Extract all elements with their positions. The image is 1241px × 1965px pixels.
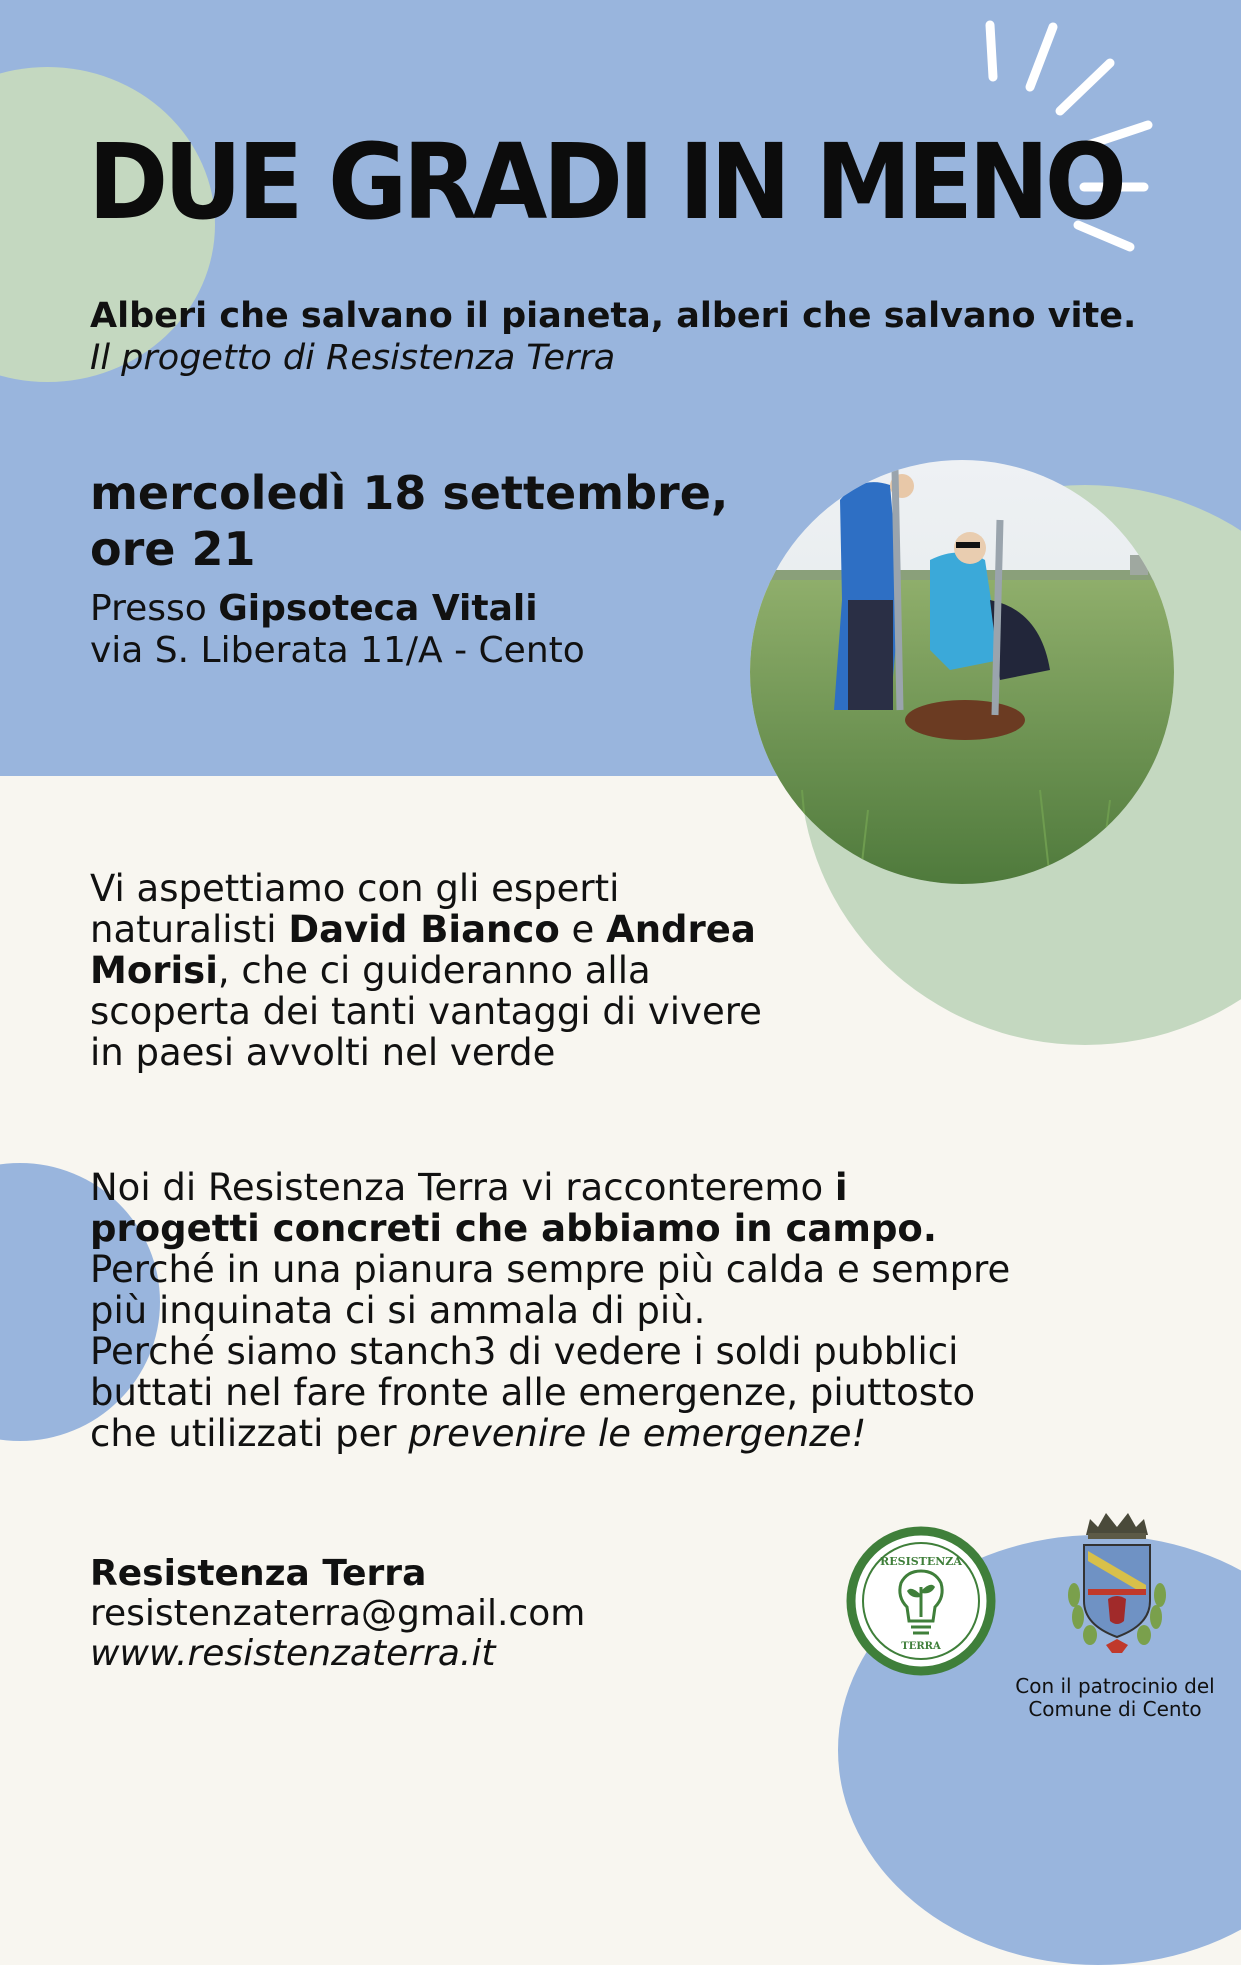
- projects-bold: progetti concreti che abbiamo in campo.: [90, 1207, 937, 1250]
- projects-paragraph: [90, 1167, 1010, 1454]
- patronage-line: Con il patrocinio del: [1015, 1674, 1215, 1698]
- tree-planting-photo: [750, 460, 1174, 884]
- comune-di-cento-crest: [1056, 1505, 1178, 1665]
- projects-line: più inquinata ci si ammala di più.: [90, 1289, 706, 1332]
- projects-line: [90, 1208, 1010, 1249]
- projects-line: buttati nel fare fronte alle emergenze, piuttosto: [90, 1371, 976, 1414]
- intro-text: e: [559, 908, 607, 951]
- intro-line: [90, 950, 762, 991]
- projects-line: [90, 1413, 1010, 1454]
- projects-bold: i: [834, 1166, 848, 1209]
- intro-paragraph: [90, 868, 762, 1073]
- contact-website-link[interactable]: www.resistenzaterra.it: [90, 1633, 496, 1674]
- intro-text: , che ci guideranno alla: [217, 949, 651, 992]
- patronage-caption: [995, 1675, 1235, 1721]
- venue-address: via S. Liberata 11/A - Cento: [90, 630, 585, 671]
- contact-name: Resistenza Terra: [90, 1553, 427, 1594]
- page-title: DUE GRADI IN MENO: [88, 121, 1123, 243]
- projects-text: che utilizzati per: [90, 1412, 409, 1455]
- intro-text: naturalisti: [90, 908, 289, 951]
- intro-line: [90, 909, 762, 950]
- venue-block: [90, 588, 585, 672]
- logo-bottom-text: TERRA: [901, 1641, 941, 1652]
- contact-email-link[interactable]: resistenzaterra@gmail.com: [90, 1593, 586, 1634]
- subtitle: Alberi che salvano il pianeta, alberi che salvano vite.: [90, 296, 1137, 336]
- venue-name: Gipsoteca Vitali: [218, 588, 538, 629]
- expert-name: Andrea: [606, 908, 756, 951]
- logo-top-text: RESISTENZA: [880, 1555, 962, 1568]
- project-tagline: Il progetto di Resistenza Terra: [90, 338, 616, 378]
- expert-name: David Bianco: [288, 908, 560, 951]
- venue-prefix: Presso: [90, 588, 219, 629]
- expert-name: Morisi: [90, 949, 218, 992]
- intro-line: scoperta dei tanti vantaggi di vivere: [90, 990, 762, 1033]
- event-date: [90, 465, 728, 577]
- projects-line: [90, 1167, 1010, 1208]
- intro-line: in paesi avvolti nel verde: [90, 1031, 556, 1074]
- projects-italic: prevenire le emergenze!: [408, 1412, 867, 1455]
- projects-text: Noi di Resistenza Terra vi racconteremo: [90, 1166, 835, 1209]
- event-date-line: mercoledì 18 settembre,: [90, 466, 729, 520]
- resistenza-terra-logo: [845, 1525, 997, 1677]
- projects-line: Perché siamo stanch3 di vedere i soldi pubblici: [90, 1330, 959, 1373]
- projects-line: Perché in una pianura sempre più calda e sempre: [90, 1248, 1011, 1291]
- event-time-line: ore 21: [90, 522, 256, 576]
- patronage-line: Comune di Cento: [1028, 1697, 1202, 1721]
- intro-line: Vi aspettiamo con gli esperti: [90, 867, 620, 910]
